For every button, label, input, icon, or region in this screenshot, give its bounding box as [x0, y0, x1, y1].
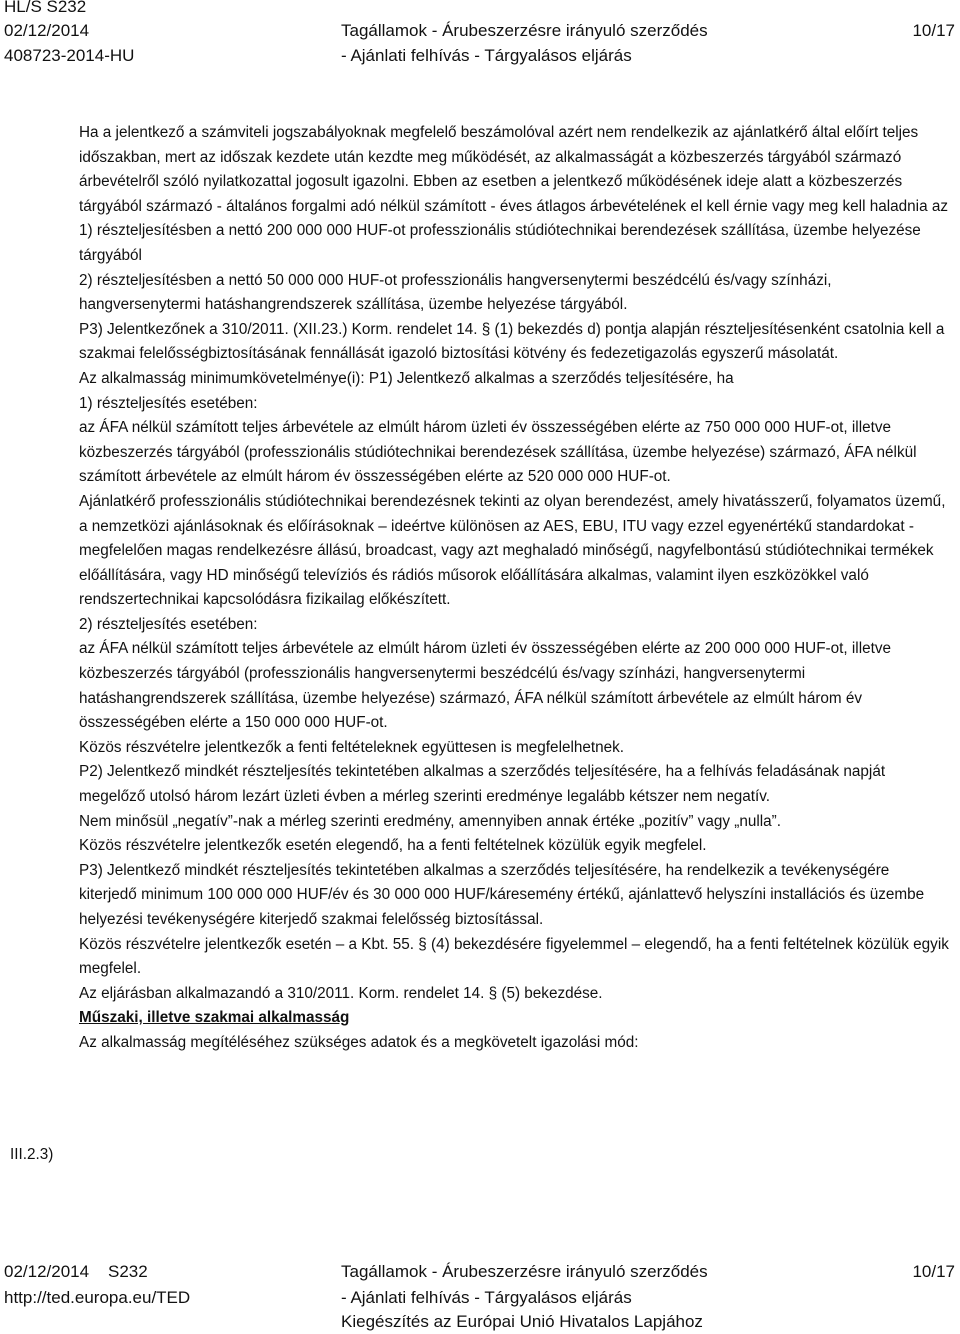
footer-date-series: [4, 1262, 148, 1282]
paragraph: Közös részvételre jelentkezők esetén elegendő, ha a fenti feltételnek közülük egyik megfelel.: [79, 837, 707, 855]
paragraph: Az alkalmasság minimumkövetelménye(i): P1) Jelentkező alkalmas a szerződés teljesítésére, ha: [79, 369, 734, 387]
footer-page-number: 10/17: [912, 1262, 955, 1281]
paragraph: Ha a jelentkező a számviteli jogszabályoknak megfelelő beszámolóval azért nem rendelkezik az ajánlatkérő által előírt teljes időszakban, mert az időszak kezdete után kezdte meg működését, az alkalmasságát a közbeszerzés tárgyából származó árbevételről szóló nyilatkozattal jogosult igazolni. Ebben az esetben a jelentkező működésének ideje alatt a közbeszerzés tárgyából származó - általános forgalmi adó nélkül számított - éves átlagos árbevételének el kell érnie vagy meg kell haladnia az: [79, 124, 948, 215]
section-heading: Műszaki, illetve szakmai alkalmasság: [79, 1009, 350, 1027]
page-footer: [0, 1262, 960, 1334]
footer-title-line3: Kiegészítés az Európai Unió Hivatalos Lapjához: [341, 1312, 703, 1331]
paragraph: P3) Jelentkező mindkét részteljesítés tekintetében alkalmas a szerződés teljesítésére, ha rendelkezik a tevékenységére kiterjedő minimum 100 000 000 HUF/év és 30 000 000 HUF/káresemény értékű, ajánlattevő helyszíni installációs és üzembe helyezési tevékenységére kiterjedő szakmai felelősség biztosítással.: [79, 861, 925, 928]
paragraph: Ajánlatkérő professzionális stúdiótechnikai berendezésnek tekinti az olyan berendezést, amely hivatásszerű, folyamatos üzemű, a nemzetközi ajánlásoknak és előírásoknak – ideértve különösen az AES, EBU, ITU vagy ezzel egyenértékű standardokat - megfelelően magas rendelkezésre állású, broadcast, vagy azt meghaladó minőségű, nagyfelbontású stúdiótechnikai termékek előállítására, vagy HD minőségű televíziós és rádiós műsorok előállítására alkalmas, valamint ilyen eszközökkel való rendszertechnikai kapcsolódásra fizikailag előkészített.: [79, 492, 946, 609]
footer-title-line2: - Ajánlati felhívás - Tárgyalásos eljárás: [341, 1288, 632, 1307]
journal-ref: HL/S S232: [4, 0, 87, 16]
paragraph: 1) részteljesítés esetében:: [79, 394, 258, 412]
paragraph: 2) részteljesítés esetében:: [79, 615, 258, 633]
paragraph: 1) részteljesítésben a nettó 200 000 000 HUF-ot professzionális stúdiótechnikai berendezések szállítása, üzembe helyezése tárgyából: [79, 222, 921, 264]
paragraph: Közös részvételre jelentkezők esetén – a Kbt. 55. § (4) bekezdésére figyelemmel – elegendő, ha a fenti feltételnek közülük egyik megfelel.: [79, 935, 949, 978]
header-title-line2: - Ajánlati felhívás - Tárgyalásos eljárás: [341, 46, 632, 65]
section-intro: Az alkalmasság megítéléséhez szükséges adatok és a megkövetelt igazolási mód:: [79, 1033, 639, 1051]
paragraph: Az eljárásban alkalmazandó a 310/2011. Korm. rendelet 14. § (5) bekezdése.: [79, 984, 603, 1002]
footer-url[interactable]: http://ted.europa.eu/TED: [4, 1288, 191, 1307]
paragraph: Nem minősül „negatív”-nak a mérleg szerinti eredmény, amennyiben annak értéke „pozitív” vagy „nulla”.: [79, 812, 781, 830]
footer-series: S232: [108, 1262, 148, 1281]
page-header: [0, 0, 960, 70]
paragraph: az ÁFA nélkül számított teljes árbevétele az elmúlt három üzleti év összességében elérte az 200 000 000 HUF-ot, illetve közbeszerzés tárgyából (professzionális hangversenytermi beszédcélú és/vagy színházi, hangversenytermi hatáshangrendszerek szállítása, üzembe helyezése) származó, ÁFA nélkül számított árbevétele az elmúlt három év összességében elérte a 150 000 000 HUF-ot.: [79, 640, 892, 732]
paragraph: az ÁFA nélkül számított teljes árbevétele az elmúlt három üzleti év összességében elérte az 750 000 000 HUF-ot, illetve közbeszerzés tárgyából (professzionális stúdiótechnikai berendezések szállítása, üzembe helyezése) származó, ÁFA nélkül számított árbevétele az elmúlt három év összességében elérte az 520 000 000 HUF-ot.: [79, 419, 917, 486]
section-number: III.2.3): [10, 1146, 54, 1163]
paragraph: P2) Jelentkező mindkét részteljesítés tekintetében alkalmas a szerződés teljesítésére, ha a felhívás feladásának napját megelőző utolsó három lezárt üzleti évben a mérleg szerinti eredménye legalább kétszer nem negatív.: [79, 763, 886, 806]
document-body: [79, 121, 951, 1056]
header-date: 02/12/2014: [4, 21, 90, 40]
paragraph: Közös részvételre jelentkezők a fenti feltételeknek együttesen is megfelelhetnek.: [79, 738, 625, 756]
header-page-number: 10/17: [912, 21, 955, 40]
header-title-line1: Tagállamok - Árubeszerzésre irányuló szerződés: [341, 21, 708, 40]
footer-date: 02/12/2014: [4, 1262, 90, 1281]
notice-id: 408723-2014-HU: [4, 46, 135, 65]
paragraph: 2) részteljesítésben a nettó 50 000 000 HUF-ot professzionális hangversenytermi beszédcélú és/vagy színházi, hangversenytermi hatáshangrendszerek szállítása, üzembe helyezése tárgyából.: [79, 271, 832, 314]
paragraph: P3) Jelentkezőnek a 310/2011. (XII.23.) Korm. rendelet 14. § (1) bekezdés d) pontja alapján részteljesítésenként csatolnia kell a szakmai felelősségbiztosításának fennállását igazoló biztosítási kötvény és fedezetigazolás egyszerű másolatát.: [79, 320, 945, 363]
footer-title-line1: Tagállamok - Árubeszerzésre irányuló szerződés: [341, 1262, 708, 1281]
